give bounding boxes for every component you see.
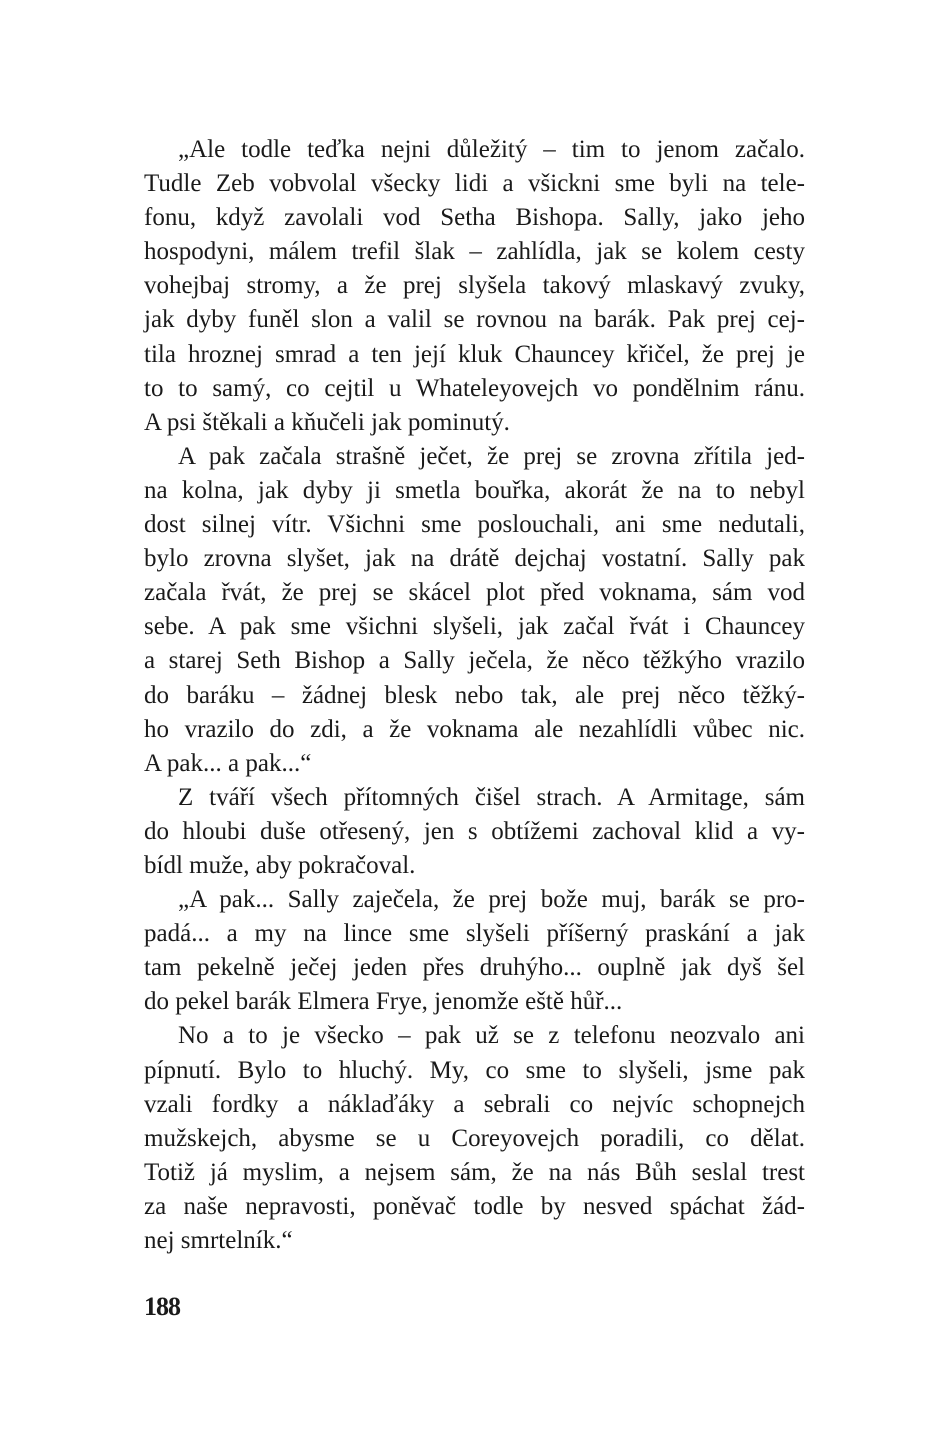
page-number: 188 xyxy=(144,1292,180,1321)
paragraph-3 xyxy=(144,781,805,883)
text-line: fonu, když zavolali vod Setha Bishopa. Sally, jako jeho xyxy=(144,204,805,232)
text-line: sebe. A pak sme všichni slyšeli, jak začal řvát i Chauncey xyxy=(144,613,805,641)
text-line: a starej Seth Bishop a Sally ječela, že něco těžkýho vrazilo xyxy=(144,647,805,675)
text-line: do hloubi duše otřesený, jen s obtížemi zachoval klid a vy- xyxy=(144,817,805,845)
text-line: A psi štěkali a kňučeli jak pominutý. xyxy=(144,408,510,436)
text-line: do pekel barák Elmera Frye, jenomže eště hůř... xyxy=(144,988,623,1016)
text-line: hospodyni, málem trefil šlak – zahlídla, jak se kolem cesty xyxy=(144,238,805,266)
text-line: vzali fordky a náklaďáky a sebrali co nejvíc schopnejch xyxy=(144,1090,805,1118)
text-line: ho vrazilo do zdi, a že voknama ale nezahlídli vůbec nic. xyxy=(144,715,805,743)
text-line: No a to je všecko – pak už se z telefonu neozvalo ani xyxy=(178,1022,805,1050)
text-line: A pak začala strašně ječet, že prej se zrovna zřítila jed- xyxy=(178,442,805,470)
text-line: to to samý, co cejtil u Whateleyovejch vo pondělnim ránu. xyxy=(144,374,805,402)
text-line: Totiž já myslim, a nejsem sám, že na nás Bůh seslal trest xyxy=(144,1158,805,1186)
text-line: Tudle Zeb vobvolal všecky lidi a všickni sme byli na tele- xyxy=(144,170,805,198)
text-line: do baráku – žádnej blesk nebo tak, ale prej něco těžký- xyxy=(144,681,805,709)
text-line: začala řvát, že prej se skácel plot před voknama, sám vod xyxy=(144,579,805,607)
paragraph-4 xyxy=(144,883,805,1019)
paragraph-2 xyxy=(144,440,805,781)
text-line: A pak... a pak...“ xyxy=(144,749,312,777)
text-line: padá... a my na lince sme slyšeli příšerný praskání a jak xyxy=(144,920,805,948)
text-line: tila hroznej smrad a ten její kluk Chauncey křičel, že prej je xyxy=(144,340,805,368)
paragraph-1 xyxy=(144,133,805,440)
text-line: dost silnej vítr. Všichni sme poslouchali, ani sme nedutali, xyxy=(144,511,805,539)
text-line: na kolna, jak dyby ji smetla bouřka, akorát že na to nebyl xyxy=(144,476,805,504)
text-line: bylo zrovna slyšet, jak na drátě dejchaj vostatní. Sally pak xyxy=(144,545,805,573)
text-line: za naše nepravosti, poněvač todle by nesved spáchat žád- xyxy=(144,1192,805,1220)
text-line: „Ale todle teďka nejni důležitý – tim to jenom začalo. xyxy=(178,136,805,163)
page-body xyxy=(144,133,805,1258)
text-line: tam pekelně ječej jeden přes druhýho... ouplně jak dyš šel xyxy=(144,954,805,982)
paragraph-5 xyxy=(144,1019,805,1258)
text-line: vohejbaj stromy, a že prej slyšela takový mlaskavý zvuky, xyxy=(144,272,805,300)
text-line: bídl muže, aby pokračoval. xyxy=(144,851,416,879)
text-line: „A pak... Sally zaječela, že prej bože muj, barák se pro- xyxy=(178,886,805,914)
text-line: Z tváří všech přítomných čišel strach. A Armitage, sám xyxy=(178,783,805,811)
text-line: nej smrtelník.“ xyxy=(144,1227,293,1254)
text-line: pípnutí. Bylo to hluchý. My, co sme to slyšeli, jsme pak xyxy=(144,1056,805,1084)
text-line: mužskejch, abysme se u Coreyovejch poradili, co dělat. xyxy=(144,1124,805,1152)
text-line: jak dyby funěl slon a valil se rovnou na barák. Pak prej cej- xyxy=(144,306,805,334)
